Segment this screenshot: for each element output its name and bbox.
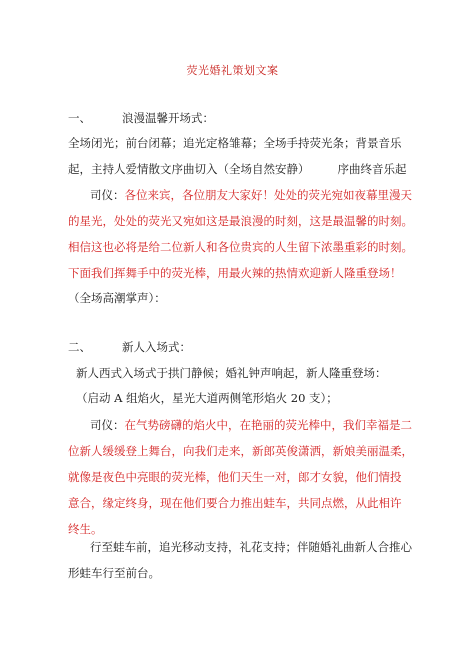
section-2-car-line-2: 形蛙车行至前台。 [68,566,160,580]
section-2-host-line-2: 位新人缓缓登上舞台，向我们走来，新郎英俊潇洒，新娘美丽温柔， [68,444,413,458]
document-title: 荧光婚礼策划文案 [186,64,279,77]
section-1-number: 一、 [68,111,91,125]
section-2-title: 新人入场式： [122,340,191,354]
section-2-host-line-3: 就像是夜色中亮眼的荧光棒，他们天生一对，郎才女貌，他们情投 [68,470,402,484]
section-2-heading [68,339,191,355]
section-1-host-text-1: 各位来宾，各位朋友大家好！处处的荧光宛如夜幕里漫天 [124,188,412,202]
section-1-applause: （全场高潮掌声）： [68,291,166,305]
section-1-host-line-3: 相信这也必将是给二位新人和各位贵宾的人生留下浓墨重彩的时刻。 [68,240,413,254]
section-2-host-label: 司仪： [90,418,125,432]
section-1-host-label: 司仪： [90,188,125,202]
section-1-heading [68,110,214,126]
section-1-stage-line-2-main: 起，主持人爱情散文序曲切入（全场自然安静） [68,162,310,176]
section-1-stage-line-2 [68,162,407,176]
section-2-number: 二、 [68,340,91,354]
section-1-title: 浪漫温馨开场式： [122,111,214,125]
section-2-car-line-1: 行至蛙车前，追光移动支持，礼花支持；伴随婚礼曲新人合推心 [90,540,412,554]
section-2-host-line-1 [90,418,412,432]
section-2-host-text-1: 在气势磅礴的焰火中，在艳丽的荧光棒中，我们幸福是二 [124,418,412,432]
section-1-host-line-2: 的星光，处处的荧光又宛如这是最浪漫的时刻，这是最温馨的时刻。 [68,214,413,228]
section-2-host-line-5: 终生。 [68,522,103,536]
section-1-stage-line-1: 全场闭光；前台闭幕；追光定格雏幕；全场手持荧光条；背景音乐 [68,136,402,150]
section-2-host-line-4: 意合，缘定终身，现在他们要合力推出蛙车，共同点燃，从此相许 [68,496,402,510]
section-1-host-line-1 [90,188,412,202]
section-2-line-1: 新人西式入场式于拱门静候；婚礼钟声响起，新人隆重登场： [76,366,387,380]
section-1-stage-line-2-tail: 序曲终音乐起 [337,162,407,176]
section-2-line-2: （启动 A 组焰火，星光大道两侧笔形焰火 20 支）； [76,391,338,405]
section-1-host-line-4: 下面我们挥舞手中的荧光棒，用最火辣的热情欢迎新人隆重登场！ [68,266,402,280]
